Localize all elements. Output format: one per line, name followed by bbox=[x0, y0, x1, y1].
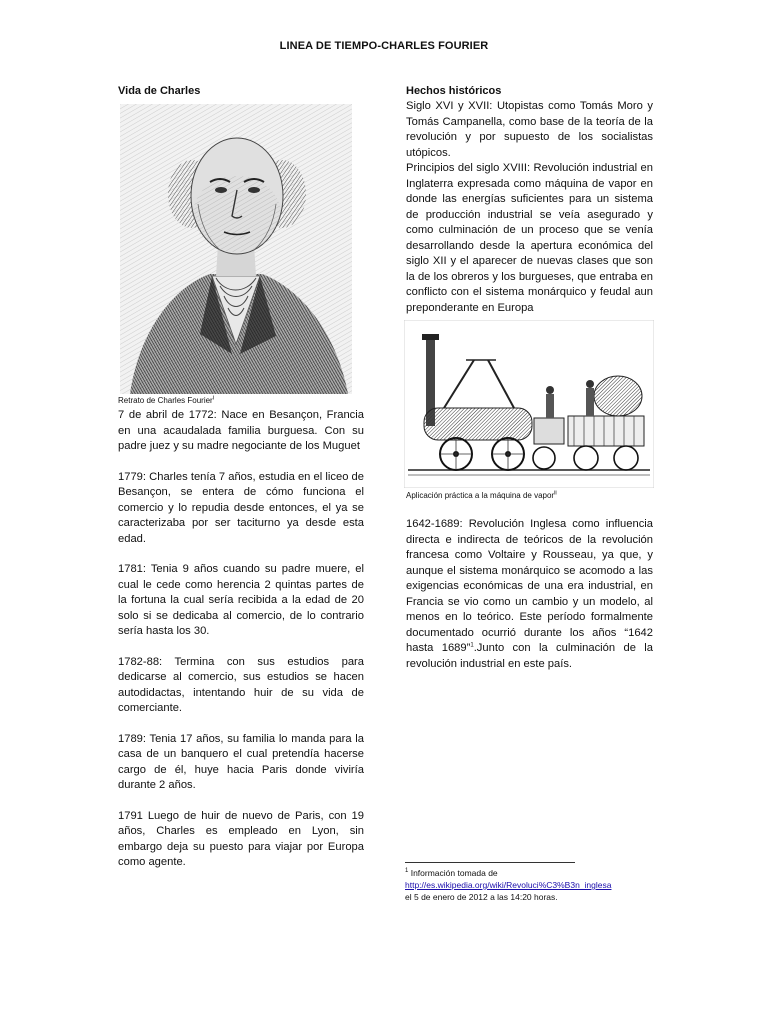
footnote-intro: $^1$ Información tomada de bbox=[405, 868, 498, 878]
portrait-caption: Retrato de Charles Fourier$^i$ bbox=[118, 395, 215, 405]
history-entry: Siglo XVI y XVII: Utopistas como Tomás Moro y Tomás Campanella, como base de la teoría de la revolución y por supuesto de los socialistas utópicos. bbox=[406, 100, 653, 159]
footnote-link[interactable]: http://es.wikipedia.org/wiki/Revoluci%C3%B3n_inglesa bbox=[405, 880, 612, 890]
right-column bbox=[406, 84, 653, 672]
steam-engine-image bbox=[404, 320, 654, 488]
life-entry: 1782-88: Termina con sus estudios para dedicarse al comercio, sus estudios se hacen autodidactas, intentando huir de su vida de comerciante. bbox=[118, 655, 364, 714]
life-entry: 1781: Tenia 9 años cuando su padre muere, el cual le cede como herencia 2 quintas partes de la fortuna la cual sería recibida a la edad de 20 solo si se dedicaba al comercio, de lo contrario sería hasta los 30. bbox=[118, 563, 364, 637]
history-entry: 1642-1689: Revolución Inglesa como influencia directa e indirecta de teóricos de la revolución francesa como Voltaire y Rousseau, ya que, y aunque el sistema monárquico se acomodo a las exigencias económicas de una era industrial, en Francia se vio como un cambio y un modelo, al menos en lo teórico. Este período formalmente documentado ocurrió durante los años “1642 hasta 1689”$^1$.Junto con la culminación de la revolución industrial en este país. bbox=[406, 518, 653, 670]
portrait-image bbox=[120, 104, 352, 394]
footnote bbox=[405, 862, 665, 903]
right-heading: Hechos históricos bbox=[406, 85, 502, 97]
document-title: LINEA DE TIEMPO-CHARLES FOURIER bbox=[279, 40, 489, 52]
engine-caption: Aplicación práctica a la máquina de vapor$^{ii}$ bbox=[406, 490, 557, 500]
left-column bbox=[118, 84, 364, 871]
left-heading: Vida de Charles bbox=[118, 85, 201, 97]
footnote-date: el 5 de enero de 2012 a las 14:20 horas. bbox=[405, 892, 558, 902]
life-entry: 1791 Luego de huir de nuevo de Paris, con 19 años, Charles es empleado en Lyon, sin embargo deja su puesto para viajar por Europa como agente. bbox=[118, 809, 364, 868]
footnote-rule bbox=[405, 862, 575, 863]
life-entry: 1779: Charles tenía 7 años, estudia en el liceo de Besançon, se entera de cómo funciona el comercio y lo repudia desde entonces, el ya se caracterizaba por ser taciturno ya desde esta edad. bbox=[118, 470, 364, 545]
life-entry: 7 de abril de 1772: Nace en Besançon, Francia en una acaudalada familia burguesa. Con su padre juez y su madre negociante de los Muguet bbox=[118, 409, 364, 452]
history-entry: Principios del siglo XVIII: Revolución industrial en Inglaterra expresada como máquina de vapor en donde las energías suficientes para un sistema de producción industrial se veía asegurado y como culminación de un proceso que se venía desarrollando desde la apertura económica del siglo XII y el aparecer de nuevas clases que son la de los obreros y los burgueses, que entraba en conflicto con el sistema monárquico y feudal aun preponderante en Europa bbox=[406, 162, 653, 314]
life-entry: 1789: Tenia 17 años, su familia lo manda para la casa de un banquero el cual pretendía hacerse cargo de él, huye hacia Paris donde viviría durante 2 años. bbox=[118, 732, 364, 791]
